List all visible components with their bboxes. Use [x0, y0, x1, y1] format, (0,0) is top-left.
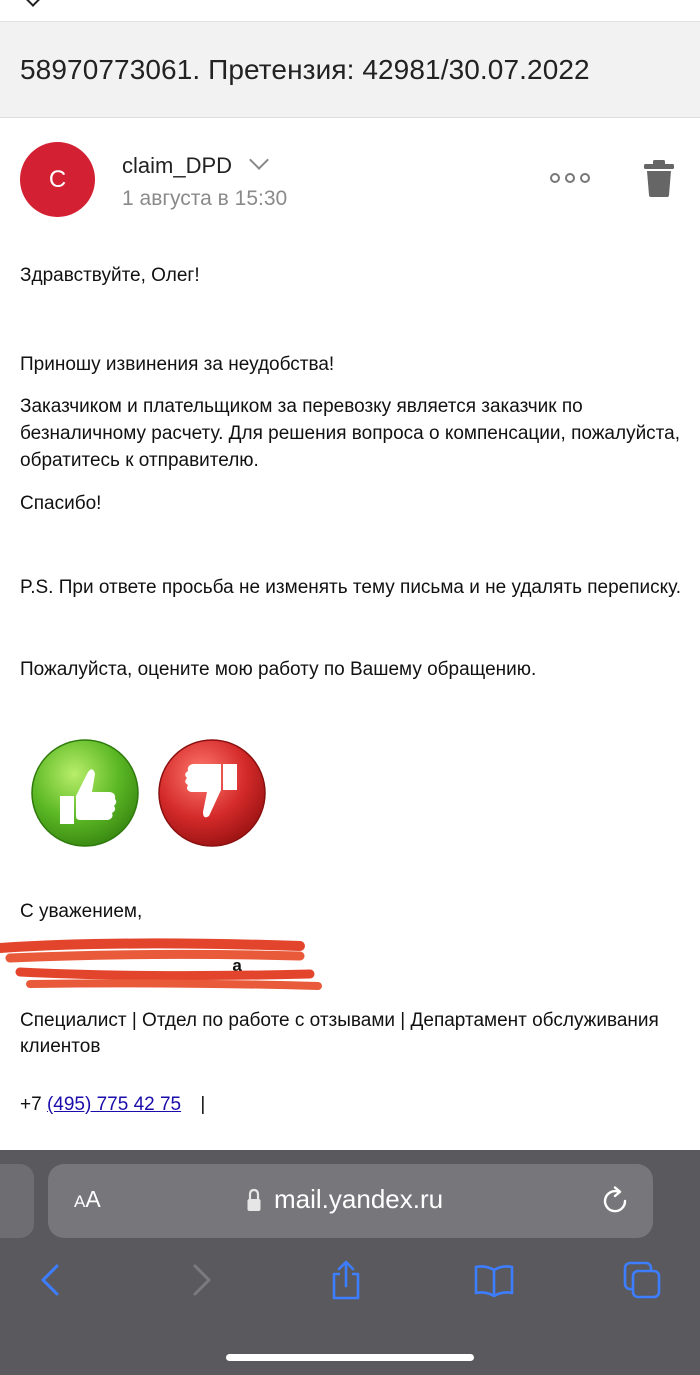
home-indicator[interactable]: [226, 1354, 474, 1361]
chevron-down-icon[interactable]: [249, 150, 269, 170]
sender-name[interactable]: claim_DPD: [122, 153, 233, 178]
rate-request: Пожалуйста, оцените мою работу по Вашему обращению.: [20, 659, 537, 680]
reader-options-button[interactable]: AA: [74, 1186, 101, 1212]
phone-line: [20, 1091, 685, 1118]
avatar[interactable]: C: [20, 142, 95, 217]
thumbs-up-icon[interactable]: [30, 738, 140, 848]
top-strip: [0, 0, 700, 22]
closing: С уважением,: [20, 901, 143, 922]
subject-bar: [0, 22, 700, 118]
address-bar[interactable]: [48, 1164, 653, 1238]
ps-note: P.S. При ответе просьба не изменять тему письма и не удалять переписку.: [20, 577, 682, 598]
signature-name: а: [232, 956, 242, 975]
url-text[interactable]: mail.yandex.ru: [274, 1184, 444, 1214]
browser-toolbar: [0, 1150, 700, 1375]
main-paragraph: Заказчиком и плательщиком за перевозку является заказчик по безналичному расчету. Для решения вопроса о компенсации, пожалуйста, обратитесь к отправителю.: [20, 396, 681, 471]
bookmarks-icon[interactable]: [474, 1260, 514, 1300]
lock-icon: [246, 1186, 262, 1216]
phone-link[interactable]: (495) 775 42 75: [46, 1094, 182, 1115]
collapse-chevron-icon[interactable]: [23, 0, 43, 7]
thanks: Спасибо!: [20, 493, 102, 514]
phone-separator: |: [200, 1094, 206, 1115]
back-icon[interactable]: [32, 1260, 72, 1300]
thumbs-down-icon[interactable]: [157, 738, 267, 848]
forward-icon[interactable]: [180, 1260, 220, 1300]
phone-prefix: +7: [20, 1094, 42, 1115]
tabs-icon[interactable]: [622, 1260, 662, 1300]
signature-position: Специалист | Отдел по работе с отзывами | Департамент обслуживания клиентов: [20, 1010, 659, 1057]
reload-icon[interactable]: [600, 1186, 630, 1216]
trash-icon[interactable]: [640, 158, 678, 198]
redaction-mark: [0, 938, 330, 994]
apology: Приношу извинения за неудобства!: [20, 354, 335, 375]
previous-tab-preview[interactable]: [0, 1164, 34, 1238]
email-date: 1 августа в 15:30: [122, 187, 288, 210]
share-icon[interactable]: [326, 1260, 366, 1300]
more-options-icon[interactable]: [550, 170, 592, 186]
email-subject: 58970773061. Претензия: 42981/30.07.2022: [20, 54, 590, 85]
greeting: Здравствуйте, Олег!: [20, 265, 200, 286]
